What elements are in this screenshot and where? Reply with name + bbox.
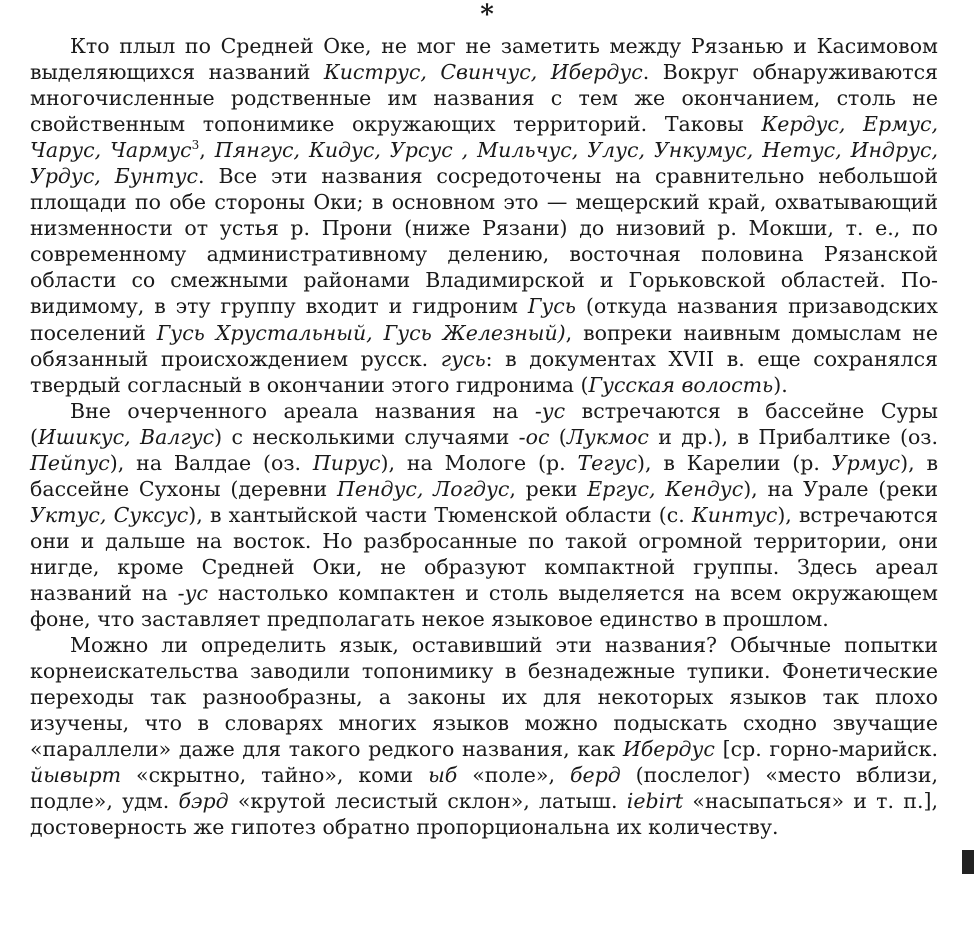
italic-term: -ус (177, 580, 208, 605)
text-run: ( (549, 424, 567, 449)
text-run: ) с несколькими случаями (214, 424, 519, 449)
italic-term: Тегус (577, 450, 638, 475)
text-run: [ср. горно-марийск. (714, 737, 938, 762)
body-text (30, 33, 938, 840)
italic-term: гусь (440, 346, 486, 371)
italic-term: Лукмос (566, 424, 649, 449)
text-run: (послелог) «место вблизи, подле», удм. (30, 763, 938, 814)
section-ornament: * (480, 0, 494, 30)
text-run: ), в хантыйской части Тюменской области (с. (188, 502, 692, 527)
text-run: «скрытно, тайно», коми (121, 763, 429, 788)
text-run: . Все эти названия сосредоточены на сравнительно небольшой площади по обе стороны Оки; в основном это — мещерский край, охватывающий низменности от устья р. Прони (ниже Рязани) до низовий р. Мокши, т. е., по современному административному делению, восточная половина Рязанской области со смежными районами Владимирской и Горьковской областей. По-видимому, в эту группу входит и гидроним (30, 164, 938, 319)
italic-term: Пейпус (30, 450, 110, 475)
italic-term: Кердус, Ермус, Чарус, Чармус (30, 112, 938, 163)
italic-term: Ибердус (622, 737, 715, 762)
text-run: настолько компактен и столь выделяется на всем окружающем фоне, что заставляет предполагать некое языковое единство в прошлом. (30, 580, 938, 632)
text-run: (откуда названия призаводских поселений (30, 294, 938, 345)
italic-term: -ус (534, 398, 566, 423)
text-run: Вне очерченного ареала названия на (70, 398, 535, 423)
italic-term: берд (569, 763, 621, 788)
italic-term: йывырт (30, 763, 122, 788)
italic-term: Уктус, Суксус (30, 502, 189, 527)
text-run: : в документах XVII в. еще сохранялся твердый согласный в окончании этого гидронима ( (30, 346, 938, 397)
text-run: Можно ли определить язык, оставивший эти названия? Обычные попытки корнеискательства заводили топонимику в безнадежные тупики. Фонетические переходы так разнообразны, а законы их для некоторых языков так плохо изучены, что в словарях многих языков можно подыскать сходно звучащие «параллели» даже для такого редкого названия, как (30, 633, 938, 762)
paragraph-1 (30, 33, 938, 398)
text-run: . Вокруг обнаруживаются многочисленные родственные им названия с тем же окончанием, столь не свойственным топонимике окружающих территорий. Таковы (30, 60, 938, 137)
italic-term: Гусская волость (588, 372, 774, 397)
text-run: ), в бассейне Сухоны (деревни (30, 450, 938, 501)
text-run: , вопреки наивным домыслам не обязанный происхождением русск. (30, 320, 939, 371)
italic-term: Ишикус, Валгус (38, 424, 215, 449)
paragraph-3 (30, 632, 938, 840)
italic-term: Пянгус, Кидус, Урсус , Мильчус, Улус, Ункумус, Нетус, Индрус, Урдус, Бунтус (30, 138, 938, 189)
italic-term: Ергус, Кендус (587, 476, 744, 501)
text-run: «крутой лесистый склон», латыш. (228, 789, 627, 814)
text-run: ), на Валдае (оз. (109, 450, 313, 475)
text-run: ). (773, 372, 788, 397)
italic-term: ыб (428, 763, 458, 788)
edge-mark (962, 850, 974, 874)
text-run: «насыпаться» и т. п.], достоверность же гипотез обратно пропорциональна их количеству. (30, 789, 938, 840)
text-run: , реки (509, 476, 588, 501)
text-run: встречаются в бассейне Суры ( (30, 398, 939, 449)
text-run: и др.), в Прибалтике (оз. (648, 424, 938, 449)
italic-term: Пирус (312, 450, 381, 475)
italic-term: Гусь Хрустальный, Гусь Железный) (156, 320, 566, 345)
paragraph-2 (30, 398, 938, 632)
text-run: Кто плыл по Средней Оке, не мог не заметить между Рязанью и Касимовом выделяющихся названий (30, 34, 938, 85)
italic-term: бэрд (178, 789, 229, 814)
text-run: «поле», (457, 763, 570, 788)
text-run: ), на Урале (реки (743, 476, 938, 501)
italic-term: Кинтус (691, 502, 778, 527)
text-run: ), в Карелии (р. (637, 450, 832, 475)
text-run: ), на Мологе (р. (380, 450, 578, 475)
italic-term: iebirt (626, 789, 684, 814)
italic-term: Киструс, Свинчус, Ибердус (323, 60, 643, 85)
footnote-ref: 3 (191, 138, 200, 153)
italic-term: -ос (518, 424, 550, 449)
text-run: ), встречаются они и дальше на восток. Но разбросанные по такой огромной территории, они нигде, кроме Средней Оки, не образуют компактной группы. Здесь ареал названий на (30, 502, 939, 605)
italic-term: Гусь (527, 294, 576, 319)
text-run: , (199, 138, 215, 163)
italic-term: Пендус, Логдус (337, 476, 510, 501)
italic-term: Урмус (831, 450, 901, 475)
